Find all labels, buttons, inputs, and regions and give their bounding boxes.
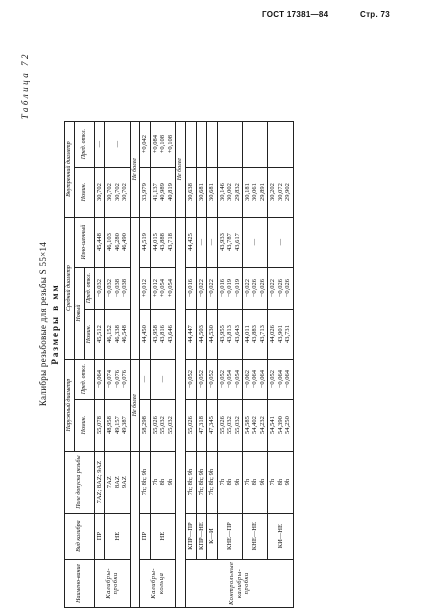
col-middle-pred: Пред. откл. [84, 267, 94, 309]
col-inner-nom: Номин. [74, 167, 94, 217]
cell-pole: 7h; 8h; 9h [207, 451, 217, 513]
cell-vid: КПР—НЕ [196, 513, 206, 559]
cell-inner-dev [268, 121, 293, 167]
table-subcaption: Размеры в мм [50, 283, 60, 365]
col-middle-izn: Изно-шенный [74, 217, 94, 267]
cell-mid-nom: 46,152 46,338 46,548 [105, 309, 130, 359]
cell-inner-nom: 30,702 [94, 167, 104, 217]
cell-outer-dev: −0,052 −0,054 −0,054 [217, 359, 242, 399]
group-probki: Калибры-пробки [94, 559, 130, 607]
ne-bolee-inner-2: Не более [176, 121, 186, 217]
group-kontr: Контрольные калибры-пробки [186, 559, 294, 607]
cell-vid: НЕ [150, 513, 175, 559]
cell-mid-dev: −0,022 [196, 267, 206, 309]
col-outer-nom: Номин. [74, 399, 94, 451]
cell-mid-izn: — [196, 217, 206, 267]
cell-mid-dev: +0,012 +0,054 +0,054 [150, 267, 175, 309]
cell-pole: 7h; 8h; 9h [186, 451, 196, 513]
cell-mid-dev: +0,012 [140, 267, 150, 309]
cell-mid-izn: 46,103 46,280 46,490 [105, 217, 130, 267]
cell-pole: 7h 8h 9h [268, 451, 293, 513]
cell-mid-nom: 44,503 [196, 309, 206, 359]
cell-mid-dev: −0,022 −0,026 −0,026 [268, 267, 293, 309]
cell-mid-izn: 43,933 43,787 43,617 [217, 217, 242, 267]
cell-pole: 7h; 8h; 9h [196, 451, 206, 513]
cell-inner-dev [196, 121, 206, 167]
cell-inner-nom: 30,638 [186, 167, 196, 217]
cell-outer-nom: 55,026 [186, 399, 196, 451]
col-outer-pred: Пред. откл. [74, 359, 94, 399]
table-caption: Калибры резьбовые для резьбы S 55×14 [38, 241, 48, 407]
col-inner-pred: Пред. откл. [74, 121, 94, 167]
cell-outer-nom: 58,298 [140, 399, 150, 451]
cell-inner-nom: 33,979 [140, 167, 150, 217]
dimensions-table [64, 121, 294, 608]
cell-inner-nom: 30,681 [207, 167, 217, 217]
cell-vid: КНЕ—ПР [217, 513, 242, 559]
cell-vid: ПР [94, 513, 104, 559]
cell-mid-izn: 44,519 [140, 217, 150, 267]
table-label: Таблица 72 [20, 52, 30, 120]
cell-mid-dev: −0,016 −0,019 −0,019 [217, 267, 242, 309]
cell-mid-dev: −0,032 [94, 267, 104, 309]
cell-inner-dev [243, 121, 268, 167]
cell-inner-dev: +0,084 +0,108 +0,108 [150, 121, 175, 167]
cell-vid: КПР—ПР [186, 513, 196, 559]
cell-pole: 7h 8h 9h [150, 451, 175, 513]
cell-mid-nom: 43,955 43,813 43,643 [217, 309, 242, 359]
cell-mid-dev: −0,016 [186, 267, 196, 309]
cell-mid-nom: 45,512 [94, 309, 104, 359]
page-header [0, 0, 424, 40]
cell-outer-dev: −0,074 −0,076 −0,076 [105, 359, 130, 399]
cell-inner-dev [217, 121, 242, 167]
col-pole: Поле допуска резьбы [65, 451, 95, 513]
cell-pole: 7AZ; 8AZ; 9AZ [94, 451, 104, 513]
cell-pole: 7h; 8h; 9h [140, 451, 150, 513]
cell-mid-dev: −0,022 [207, 267, 217, 309]
page-number: Стр. 73 [360, 10, 391, 19]
cell-inner-nom: 30,681 [196, 167, 206, 217]
cell-outer-dev: −0,062 −0,064 −0,064 [243, 359, 268, 399]
cell-mid-nom: 44,026 43,901 43,731 [268, 309, 293, 359]
cell-inner-dev: — [94, 121, 104, 167]
cell-outer-nom: 47,318 [196, 399, 206, 451]
cell-outer-nom: 54,541 54,390 54,250 [268, 399, 293, 451]
gost-number: ГОСТ 17381—84 [262, 10, 329, 19]
cell-outer-dev: −0,052 [186, 359, 196, 399]
cell-vid: ПР [140, 513, 150, 559]
cell-pole: 7h 8h 9h [243, 451, 268, 513]
cell-outer-dev: −0,052 −0,064 −0,064 [268, 359, 293, 399]
cell-mid-izn: 44,425 [186, 217, 196, 267]
cell-mid-nom: 44,447 [186, 309, 196, 359]
cell-pole: 7h 8h 9h [217, 451, 242, 513]
cell-mid-nom: 44,530 [207, 309, 217, 359]
rotated-table-page [16, 40, 396, 608]
cell-mid-izn: 45,448 [94, 217, 104, 267]
cell-outer-dev: −0,064 [94, 359, 104, 399]
cell-outer-nom: 55,026 55,032 55,032 [150, 399, 175, 451]
cell-outer-nom: 47,345 [207, 399, 217, 451]
cell-inner-nom: 30,702 30,702 30,702 [105, 167, 130, 217]
cell-inner-nom: 30,146 30,002 29,832 [217, 167, 242, 217]
cell-mid-dev: −0,022 −0,026 −0,026 [243, 267, 268, 309]
cell-outer-dev: — [140, 359, 150, 399]
cell-outer-dev: −0,052 [196, 359, 206, 399]
cell-outer-nom: 48,958 49,157 49,387 [105, 399, 130, 451]
cell-outer-nom: 55,078 [94, 399, 104, 451]
cell-inner-dev: +0,042 [140, 121, 150, 167]
cell-outer-dev: −0,052 [207, 359, 217, 399]
ne-bolee-outer: Не более [130, 359, 140, 451]
cell-inner-nom: 41,137 40,989 40,819 [150, 167, 175, 217]
cell-mid-nom: 43,958 43,816 43,646 [150, 309, 175, 359]
col-middle-novy: Новый [74, 267, 84, 359]
cell-mid-nom: 44,011 43,883 43,713 [243, 309, 268, 359]
col-inner: Внутренний диаметр [65, 121, 75, 217]
col-middle-nom: Номин. [84, 309, 94, 359]
cell-mid-izn: — [268, 217, 293, 267]
cell-inner-dev [186, 121, 196, 167]
col-naim: Наимено-вание [65, 559, 95, 607]
cell-inner-nom: 30,202 30,072 29,902 [268, 167, 293, 217]
cell-mid-izn: — [243, 217, 268, 267]
col-outer: Наружный диаметр [65, 359, 75, 451]
cell-inner-nom: 30,181 30,061 29,891 [243, 167, 268, 217]
cell-outer-nom: 54,585 54,402 54,232 [243, 399, 268, 451]
cell-vid: К—И [207, 513, 217, 559]
col-vid: Вид калибра [65, 513, 95, 559]
cell-vid: НЕ [105, 513, 130, 559]
cell-outer-nom: 55,026 55,032 55,032 [217, 399, 242, 451]
cell-mid-izn: 44,015 43,888 43,718 [150, 217, 175, 267]
group-koltsa: Калибры-кольца [140, 559, 176, 607]
cell-mid-dev: −0,032 −0,038 −0,038 [105, 267, 130, 309]
cell-pole: 7AZ 8AZ 9AZ [105, 451, 130, 513]
cell-vid: КИ—НЕ [268, 513, 293, 559]
cell-outer-dev: — [150, 359, 175, 399]
cell-mid-izn: — [207, 217, 217, 267]
cell-vid: КНЕ—НЕ [243, 513, 268, 559]
cell-inner-dev [207, 121, 217, 167]
col-middle: Средний диаметр [65, 217, 75, 359]
ne-bolee-inner: Не более [130, 121, 140, 217]
cell-inner-dev: — [105, 121, 130, 167]
cell-mid-nom: 44,450 [140, 309, 150, 359]
